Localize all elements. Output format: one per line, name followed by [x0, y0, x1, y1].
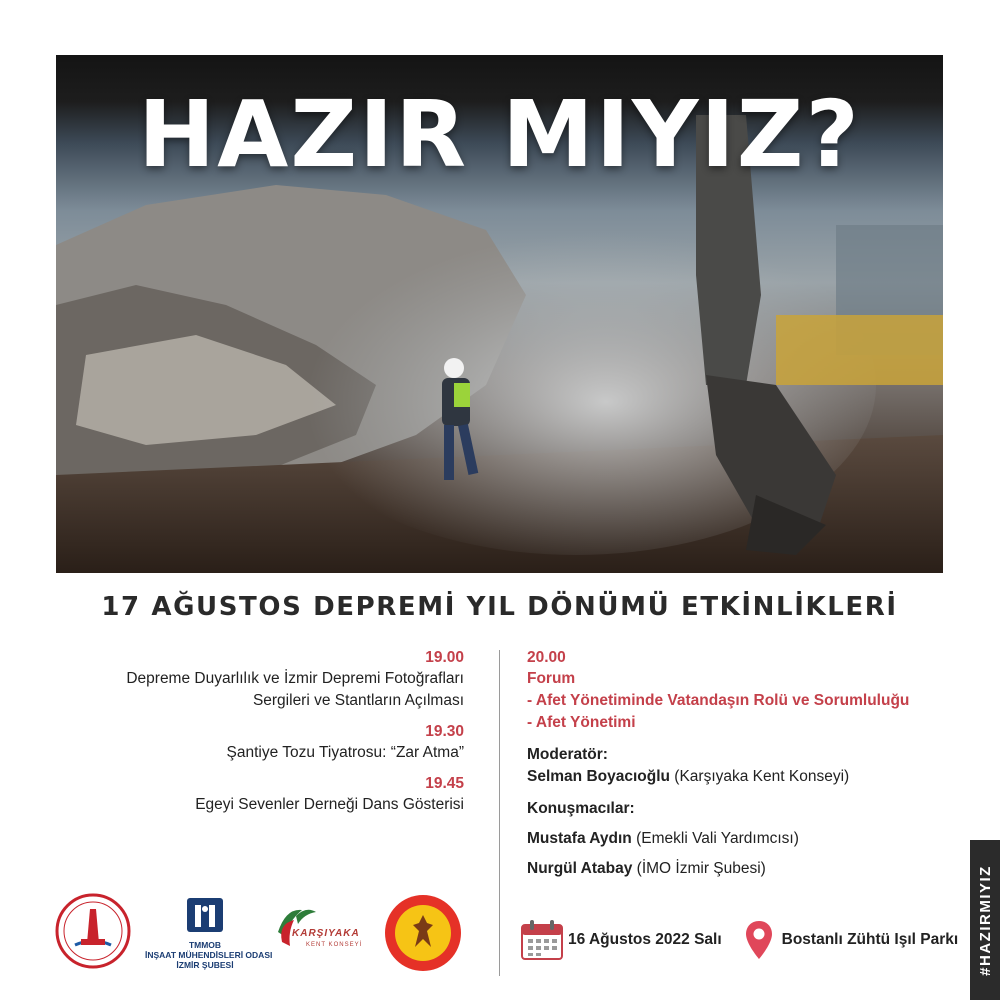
- moderator: [527, 766, 947, 788]
- speaker: [527, 858, 947, 880]
- speaker-name: Nurgül Atabay: [527, 860, 633, 877]
- hashtag-tab: [970, 840, 1000, 1000]
- slot-description: Egeyi Sevenler Derneği Dans Gösterisi: [195, 796, 464, 813]
- hashtag-text: #HAZIRMIYIZ: [976, 864, 994, 976]
- slot-description: Sergileri ve Stantların Açılması: [252, 692, 464, 709]
- moderator-org: (Karşıyaka Kent Konseyi): [674, 768, 850, 785]
- program-slot: [60, 722, 464, 764]
- program-right: [527, 648, 947, 880]
- forum-time: 20.00: [527, 649, 566, 666]
- imo-line3: İZMİR ŞUBESİ: [176, 960, 234, 970]
- slot-description: Şantiye Tozu Tiyatrosu: “Zar Atma”: [226, 744, 464, 761]
- forum-title: Forum: [527, 670, 576, 687]
- speaker-org: (Emekli Vali Yardımcısı): [636, 830, 799, 847]
- kk-sub: KENT KONSEYİ: [306, 942, 363, 948]
- slot-time: 19.00: [425, 649, 464, 666]
- program-slot: [60, 648, 464, 712]
- speaker-name: Mustafa Aydın: [527, 830, 632, 847]
- forum-topic: - Afet Yönetimi: [527, 714, 636, 731]
- speaker-org: (İMO İzmir Şubesi): [636, 860, 766, 877]
- forum-topic: - Afet Yönetiminde Vatandaşın Rolü ve Sorumluluğu: [527, 692, 910, 709]
- slot-description: Depreme Duyarlılık ve İzmir Depremi Fotoğrafları: [126, 670, 464, 687]
- event-date: 16 Ağustos 2022 Salı: [568, 931, 722, 948]
- imo-line1: TMMOB: [188, 940, 222, 950]
- imo-izmir-logo: [145, 898, 273, 970]
- slot-time: 19.45: [425, 775, 464, 792]
- moderator-name: Selman Boyacıoğlu: [527, 768, 670, 785]
- speaker: [527, 828, 947, 850]
- karsiyaka-municipality-logo: [55, 893, 131, 969]
- hero-title: HAZIR MIYIZ?: [138, 81, 861, 188]
- slot-time: 19.30: [425, 723, 464, 740]
- hero-photo: [56, 55, 943, 573]
- event-heading: 17 AĞUSTOS DEPREMİ YIL DÖNÜMÜ ETKİNLİKLERİ: [101, 592, 898, 622]
- egeyi-sevenler-logo: [383, 893, 463, 973]
- imo-mark-icon: [187, 898, 223, 932]
- program-left: [60, 648, 464, 826]
- kk-text: KARŞIYAKA: [292, 928, 360, 939]
- event-place: Bostanlı Zühtü Işıl Parkı: [781, 931, 959, 948]
- speakers-label: Konuşmacılar:: [527, 800, 635, 817]
- program-slot: [60, 774, 464, 816]
- calendar-icon: [520, 919, 564, 961]
- event-info: [520, 918, 958, 962]
- moderator-label: Moderatör:: [527, 746, 608, 763]
- imo-line2: İNŞAAT MÜHENDİSLERİ ODASI: [145, 950, 273, 960]
- location-pin-icon: [744, 920, 774, 960]
- column-divider: [499, 650, 500, 976]
- karsiyaka-kent-konseyi-logo: [272, 902, 368, 962]
